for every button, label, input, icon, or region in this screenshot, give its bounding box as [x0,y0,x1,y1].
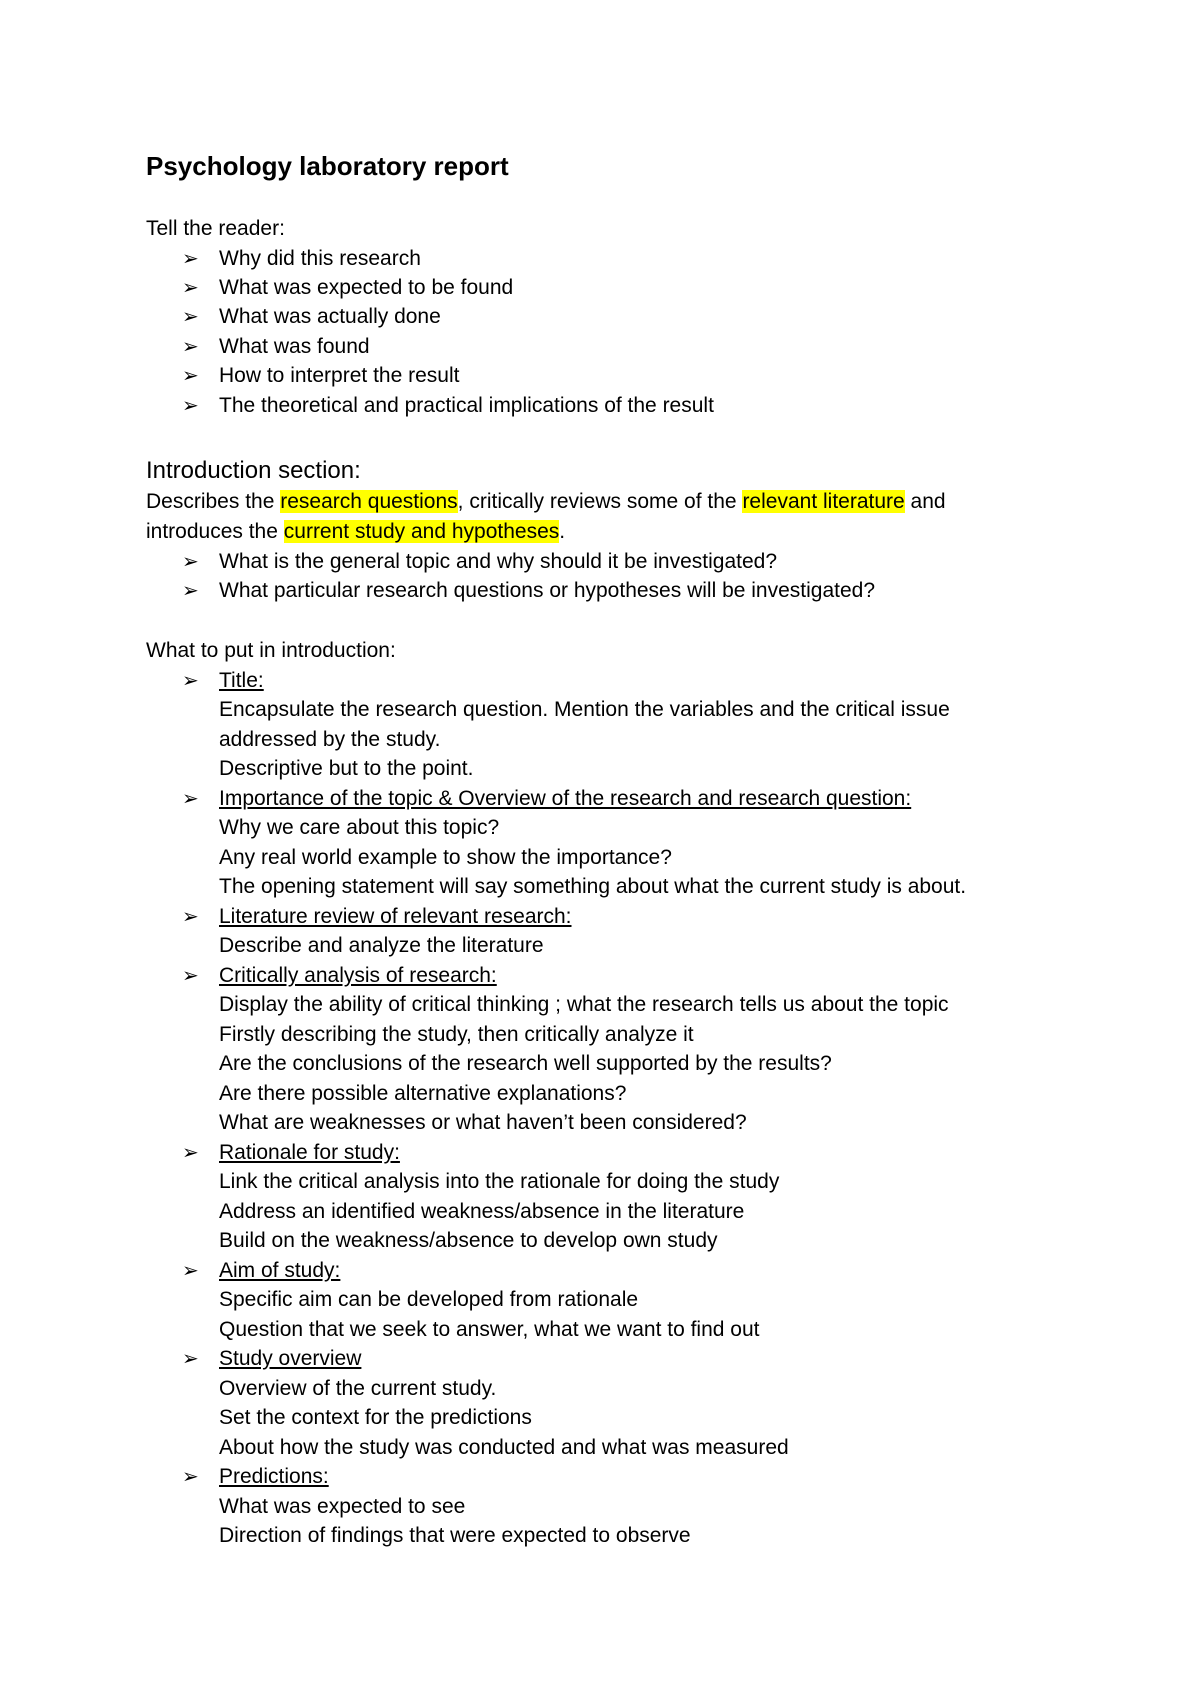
bullet-icon: ➢ [182,248,199,270]
highlight-research-questions: research questions [280,490,458,513]
highlight-current-study: current study and hypotheses [283,520,560,543]
section-line: Describe and analyze the literature [219,934,544,957]
bullet-icon: ➢ [182,551,199,573]
section-heading: Importance of the topic & Overview of the research and research question: [219,787,912,810]
section-heading: Literature review of relevant research: [219,905,572,928]
tell-label: Tell the reader: [146,217,285,240]
section-line: Address an identified weakness/absence in the literature [219,1200,745,1223]
intro-item: What particular research questions or hypotheses will be investigated? [219,579,876,602]
section-line: Link the critical analysis into the rationale for doing the study [219,1170,780,1193]
bullet-icon: ➢ [182,336,199,358]
section-line: Direction of findings that were expected to observe [219,1524,691,1547]
tell-item: What was actually done [219,305,441,328]
intro-description-line1 [146,488,946,516]
section-heading: Study overview [219,1347,362,1370]
section-line: Encapsulate the research question. Mention the variables and the critical issue [219,698,950,721]
intro-heading: Introduction section: [146,457,361,484]
bullet-icon: ➢ [182,906,199,928]
bullet-icon: ➢ [182,1260,199,1282]
section-line: Set the context for the predictions [219,1406,532,1429]
section-line: Build on the weakness/absence to develop own study [219,1229,718,1252]
section-line: What are weaknesses or what haven’t been considered? [219,1111,747,1134]
intro-description-line2 [146,518,565,546]
section-heading: Rationale for study: [219,1141,400,1164]
intro-text: Describes the [146,490,281,513]
section-line: Overview of the current study. [219,1377,497,1400]
bullet-icon: ➢ [182,1466,199,1488]
intro-text: , critically reviews some of the [457,490,743,513]
bullet-icon: ➢ [182,395,199,417]
bullet-icon: ➢ [182,670,199,692]
section-line: The opening statement will say something about what the current study is about. [219,875,967,898]
section-line: addressed by the study. [219,728,441,751]
tell-item: The theoretical and practical implications of the result [219,394,714,417]
section-line: What was expected to see [219,1495,466,1518]
intro-item: What is the general topic and why should it be investigated? [219,550,778,573]
section-heading: Aim of study: [219,1259,341,1282]
whatput-label: What to put in introduction: [146,639,396,662]
section-line: Are the conclusions of the research well supported by the results? [219,1052,832,1075]
bullet-icon: ➢ [182,277,199,299]
section-line: Descriptive but to the point. [219,757,474,780]
bullet-icon: ➢ [182,580,199,602]
section-line: Why we care about this topic? [219,816,500,839]
bullet-icon: ➢ [182,1348,199,1370]
section-line: Specific aim can be developed from rationale [219,1288,639,1311]
section-line: Firstly describing the study, then critically analyze it [219,1023,694,1046]
section-heading: Critically analysis of research: [219,964,497,987]
intro-text: and [904,490,946,513]
section-line: Display the ability of critical thinking ; what the research tells us about the topic [219,993,949,1016]
tell-item: What was expected to be found [219,276,514,299]
bullet-icon: ➢ [182,965,199,987]
section-heading: Predictions: [219,1465,329,1488]
intro-text: . [559,520,566,543]
section-line: Question that we seek to answer, what we want to find out [219,1318,760,1341]
section-line: Any real world example to show the importance? [219,846,672,869]
section-heading: Title: [219,669,264,692]
tell-item: What was found [219,335,370,358]
section-line: About how the study was conducted and what was measured [219,1436,789,1459]
page-title: Psychology laboratory report [146,151,509,181]
bullet-icon: ➢ [182,306,199,328]
bullet-icon: ➢ [182,365,199,387]
bullet-icon: ➢ [182,788,199,810]
section-line: Are there possible alternative explanations? [219,1082,627,1105]
intro-text: introduces the [146,520,284,543]
tell-item: Why did this research [219,247,421,270]
tell-item: How to interpret the result [219,364,460,387]
bullet-icon: ➢ [182,1142,199,1164]
highlight-relevant-literature: relevant literature [742,490,905,513]
